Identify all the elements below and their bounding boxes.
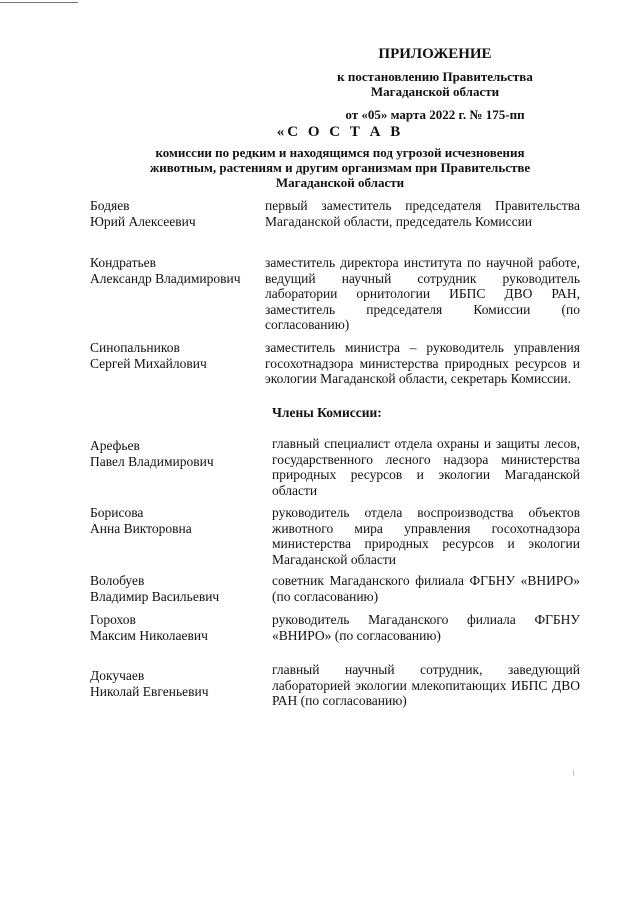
person-name xyxy=(90,573,260,604)
appendix-line-3: от «05» марта 2022 г. № 175-пп xyxy=(345,107,525,122)
person-name xyxy=(90,255,260,286)
person-name xyxy=(90,340,260,371)
person-role: главный специалист отдела охраны и защиты лесов, государственного лесного надзора министерства природных ресурсов и экологии Магаданской области xyxy=(272,436,580,498)
person-surname: Синопальников xyxy=(90,340,180,355)
person-surname: Волобуев xyxy=(90,573,145,588)
person-given-name: Анна Викторовна xyxy=(90,520,192,536)
person-given-name: Владимир Васильевич xyxy=(90,588,220,604)
person-role: руководитель отдела воспроизводства объектов животного мира управления госохотнадзора министерства природных ресурсов и экологии Магаданской области xyxy=(272,505,580,567)
person-surname: Кондратьев xyxy=(90,255,156,270)
person-name xyxy=(90,438,260,469)
person-given-name: Максим Николаевич xyxy=(90,627,208,643)
person-given-name: Александр Владимирович xyxy=(90,270,241,286)
document-subtitle-3: Магаданской области xyxy=(275,174,405,190)
person-name xyxy=(90,668,260,699)
document-subtitle-2: животным, растениям и другим организмам при Правительстве xyxy=(149,159,531,175)
person-name xyxy=(90,198,260,229)
person-given-name: Сергей Михайлович xyxy=(90,355,207,371)
document-title: «С О С Т А В xyxy=(276,124,404,140)
person-name xyxy=(90,612,260,643)
person-role: заместитель директора института по научной работе, ведущий научный сотрудник руководитель лаборатории орнитологии ИБПС ДВО РАН, заместитель председателя Комиссии (по согласованию) xyxy=(265,255,580,332)
person-surname: Докучаев xyxy=(90,668,145,683)
corner-rule xyxy=(0,2,78,3)
scan-mark xyxy=(573,770,574,776)
document-subtitle-1: комиссии по редким и находящимся под угрозой исчезновения xyxy=(155,144,525,160)
appendix-line-1: к постановлению Правительства xyxy=(337,69,533,84)
person-role: заместитель министра – руководитель управления госохотнадзора министерства природных ресурсов и экологии Магаданской области, секретарь Комиссии. xyxy=(265,340,580,386)
appendix-header xyxy=(290,45,580,122)
person-surname: Борисова xyxy=(90,505,144,520)
person-given-name: Павел Владимирович xyxy=(90,453,214,469)
appendix-line-2: Магаданской области xyxy=(370,84,500,99)
appendix-title: ПРИЛОЖЕНИЕ xyxy=(378,46,492,62)
person-surname: Бодяев xyxy=(90,198,130,213)
document-title-block xyxy=(100,125,580,190)
person-given-name: Юрий Алексеевич xyxy=(90,213,196,229)
person-role: советник Магаданского филиала ФГБНУ «ВНИРО» (по согласованию) xyxy=(272,573,580,604)
person-role: главный научный сотрудник, заведующий лабораторией экологии млекопитающих ИБПС ДВО РАН (по согласованию) xyxy=(272,662,580,708)
members-heading: Члены Комиссии: xyxy=(272,405,382,420)
person-role: руководитель Магаданского филиала ФГБНУ «ВНИРО» (по согласованию) xyxy=(272,612,580,643)
person-surname: Арефьев xyxy=(90,438,140,453)
person-surname: Горохов xyxy=(90,612,136,627)
person-role: первый заместитель председателя Правительства Магаданской области, председатель Комиссии xyxy=(265,198,580,229)
person-name xyxy=(90,505,260,536)
person-given-name: Николай Евгеньевич xyxy=(90,683,209,699)
